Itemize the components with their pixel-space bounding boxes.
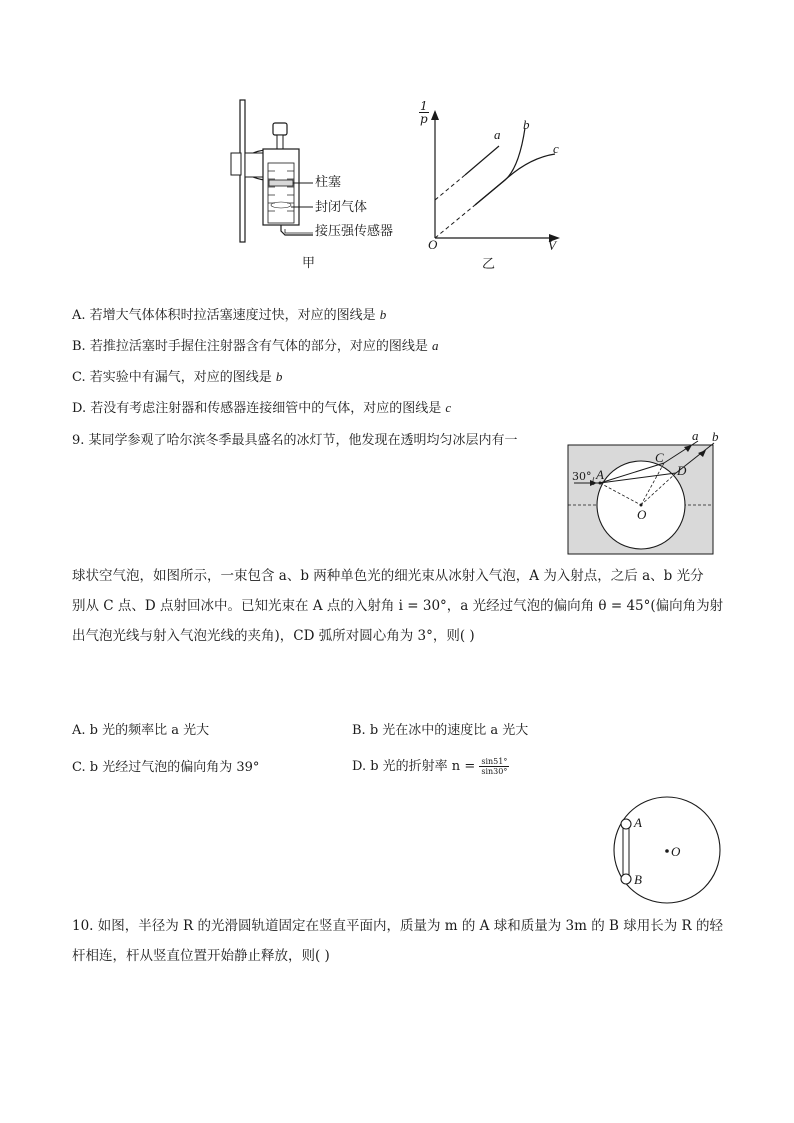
q8-option-b: B. 若推拉活塞时手握住注射器含有气体的部分，对应的图线是 a: [72, 338, 439, 354]
q9-option-d: D. b 光的折射率 n = $\frac{\sin 51^\circ}{\sin 30^\circ}$: [352, 757, 508, 776]
ball-a: [621, 819, 631, 829]
curve-a: [465, 146, 499, 175]
ray-label-a: a: [692, 428, 699, 443]
graph-inverse-p-vs-v: [415, 98, 575, 258]
track-center-o-label: O: [671, 844, 681, 859]
curve-label-a: a: [494, 127, 501, 142]
curve-c: [475, 154, 555, 205]
q8-option-a: A. 若增大气体体积时拉活塞速度过快，对应的图线是 b: [72, 307, 387, 323]
y-axis-label: 1 p: [419, 99, 428, 126]
q9-line-2: 球状空气泡，如图所示，一束包含 a、b 两种单色光的细光束从冰射入气泡，A 为入射点，之后 a、b 光分: [72, 568, 704, 584]
curve-label-c: c: [553, 141, 559, 156]
caption-jia: 甲: [302, 256, 316, 271]
q10-line-1: 10. 如图，半径为 R 的光滑圆轨道固定在竖直平面内，质量为 m 的 A 球和质量为 3m 的 B 球用长为 R 的轻: [72, 918, 723, 934]
curve-label-b: b: [523, 117, 530, 132]
q8-option-d: D. 若没有考虑注射器和传感器连接细管中的气体，对应的图线是 c: [72, 400, 452, 416]
q9-line-3: 别从 C 点、D 点射回冰中。已知光束在 A 点的入射角 i = 30°，a 光经过气泡的偏向角 θ = 45°(偏向角为射: [72, 598, 724, 614]
circular-track-figure: [605, 795, 725, 907]
q9-option-a: A. b 光的频率比 a 光大: [72, 723, 210, 738]
q10-line-2: 杆相连，杆从竖直位置开始静止释放，则( ): [72, 948, 330, 964]
caption-yi: 乙: [482, 257, 496, 272]
q9-line-1: 9. 某同学参观了哈尔滨冬季最具盛名的冰灯节，他发现在透明均匀冰层内有一: [72, 433, 518, 448]
bubble-angle-label: 30°: [572, 470, 592, 483]
track-ball-b-label: B: [634, 872, 642, 887]
bubble-point-a: A: [596, 467, 604, 482]
q9-line-4: 出气泡光线与射入气泡光线的夹角)，CD 弧所对圆心角为 3°，则( ): [72, 628, 475, 644]
label-sealed-gas: 封闭气体: [315, 200, 368, 215]
air-bubble-figure: [560, 425, 730, 557]
ray-label-b: b: [712, 429, 719, 444]
refraction-fraction: $\frac{\sin 51^\circ}{\sin 30^\circ}$: [481, 757, 508, 776]
ball-b: [621, 874, 631, 884]
q9-option-b: B. b 光在冰中的速度比 a 光大: [352, 723, 529, 738]
track-ball-a-label: A: [634, 815, 642, 830]
curve-bc-dashed: [435, 205, 475, 238]
q8-option-c: C. 若实验中有漏气，对应的图线是 b: [72, 369, 283, 385]
bubble-point-c: C: [655, 450, 664, 465]
x-axis-label: V: [548, 238, 556, 253]
origin-label: O: [428, 237, 438, 252]
label-pressure-sensor: 接压强传感器: [315, 224, 394, 239]
curve-a-dashed: [435, 175, 465, 200]
bubble-point-d: D: [677, 463, 687, 478]
q9-option-c: C. b 光经过气泡的偏向角为 39°: [72, 760, 260, 775]
label-plunger: 柱塞: [315, 175, 342, 190]
bubble-center-o: O: [637, 507, 647, 522]
